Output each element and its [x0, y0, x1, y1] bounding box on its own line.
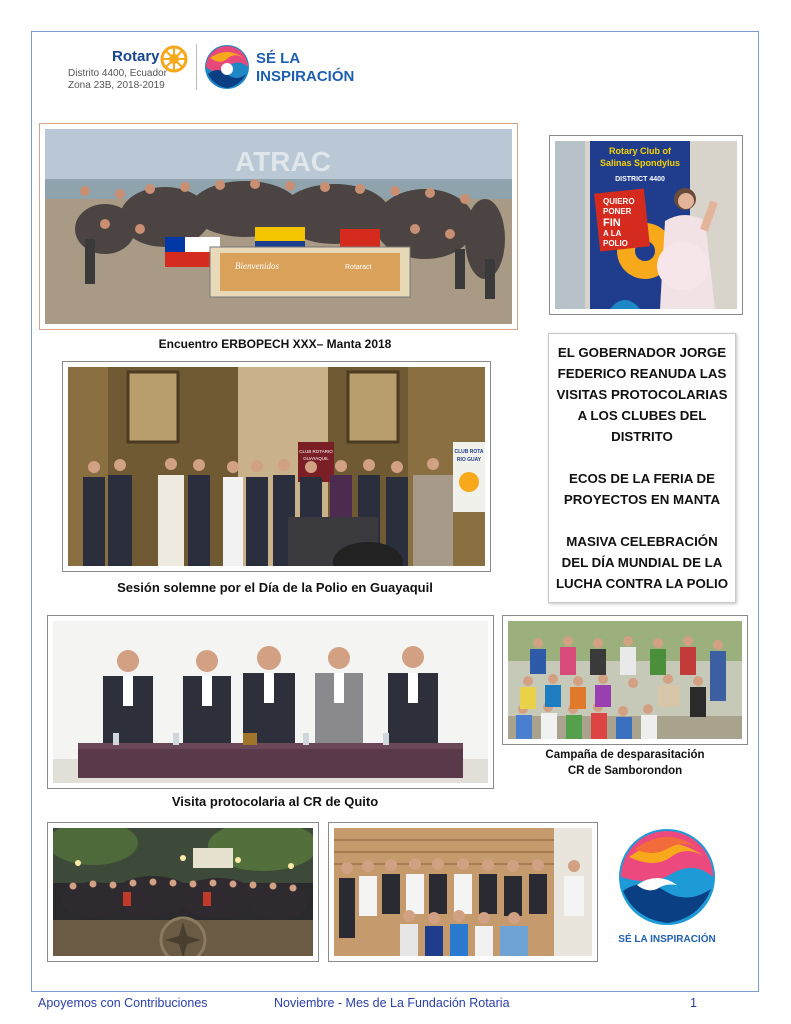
inspiration-wave-icon: [617, 827, 717, 927]
zone-label: Zona 23B, 2018-2019: [68, 80, 165, 91]
photo-salinas-spondylus: [549, 135, 743, 315]
caption-samborondon-line1: Campaña de desparasitación: [545, 749, 705, 761]
banner-left-line2: GUAYAQUIL: [303, 456, 329, 461]
headlines-box: [548, 333, 736, 603]
beach-group-image: [45, 129, 512, 324]
theme-line2: INSPIRACIÓN: [256, 68, 355, 85]
rotaract-banner-text: Rotaract: [345, 264, 372, 271]
photo-polio-day-guayaquil: [62, 361, 491, 572]
photo-samborondon-campaign: [502, 615, 748, 745]
banner-right-line2: RIO GUAY: [456, 457, 482, 463]
atrac-sign: ATRAC: [235, 146, 331, 177]
inspiration-logo: [612, 822, 722, 952]
polio-campaign-image: [555, 141, 737, 309]
poster-line4: A LA: [603, 229, 622, 238]
poster-line1: QUIERO: [603, 197, 635, 206]
club-sign-line3: DISTRICT 4400: [615, 176, 665, 183]
footer-page-number: 1: [690, 996, 697, 1010]
caption-quito-visit: Visita protocolaria al CR de Quito: [171, 794, 379, 809]
headline-polio-day: MASIVA CELEBRACIÓN DEL DÍA MUNDIAL DE LA LUCHA CONTRA LA POLIO: [555, 534, 729, 591]
headline-projects-fair: ECOS DE LA FERIA DE PROYECTOS EN MANTA: [563, 471, 721, 507]
rotary-wordmark: Rotary: [112, 48, 160, 65]
indoor-group-image: [334, 828, 592, 956]
inspiration-wave-icon: [204, 44, 250, 90]
club-sign-line1: Rotary Club of: [609, 146, 671, 156]
photo-night-plaza-group: [47, 822, 319, 962]
headline-governor-visits: EL GOBERNADOR JORGE FEDERICO REANUDA LAS VISITAS PROTOCOLARIAS A LOS CLUBES DEL DISTRITO: [556, 345, 728, 444]
footer-center: Noviembre - Mes de La Fundación Rotaria: [274, 996, 510, 1010]
poster-line3: FIN: [603, 217, 621, 229]
photo-quito-visit: [47, 615, 494, 789]
caption-erbopech: Encuentro ERBOPECH XXX– Manta 2018: [158, 337, 392, 351]
solemn-session-image: [68, 367, 485, 566]
banner-left-line1: CLUB ROTARIO: [299, 449, 333, 454]
poster-line5: POLIO: [603, 239, 628, 248]
banner-right-line1: CLUB ROTA: [454, 449, 484, 455]
welcome-banner-text: Bienvenidos: [235, 261, 279, 271]
club-sign-line2: Salinas Spondylus: [599, 158, 681, 168]
photo-erbopech-group: [39, 123, 518, 330]
district-label: Distrito 4400, Ecuador: [68, 68, 167, 79]
header-logo: [58, 42, 355, 92]
quito-table-image: [53, 621, 488, 783]
poster-line2: PONER: [603, 207, 632, 216]
header-divider: [196, 44, 197, 90]
caption-polio-day: Sesión solemne por el Día de la Polio en Guayaquil: [117, 580, 433, 595]
theme-line1: SÉ LA: [256, 50, 301, 67]
photo-indoor-group: [328, 822, 598, 962]
deworming-campaign-image: [508, 621, 742, 739]
inspiration-logo-caption: SÉ LA INSPIRACIÓN: [618, 934, 716, 945]
night-group-image: [53, 828, 313, 956]
caption-samborondon-line2: CR de Samborondon: [567, 765, 683, 777]
footer-left: Apoyemos con Contribuciones: [38, 996, 208, 1010]
